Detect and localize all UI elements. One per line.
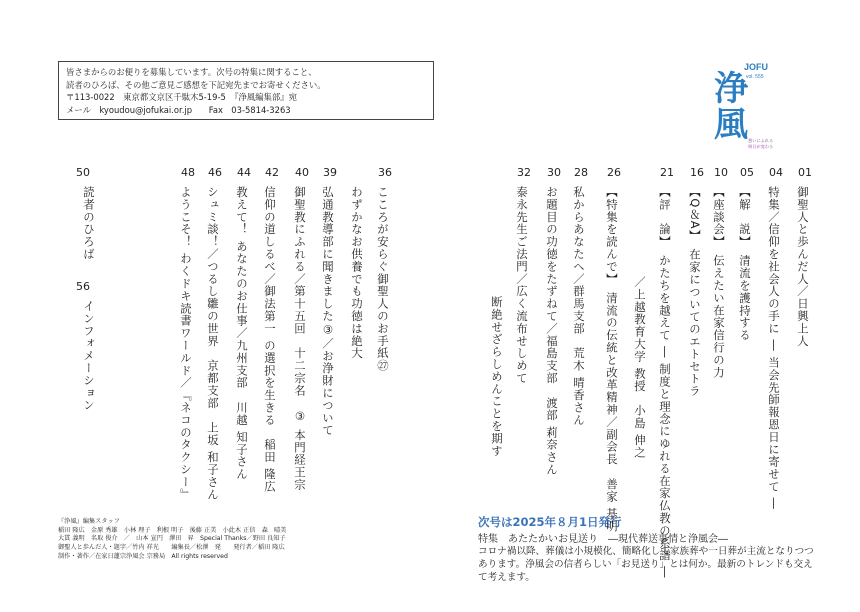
toc-entry: 泰永先生ご法門／広く流布せしめて <box>515 186 529 385</box>
toc-page-number: 46 <box>208 166 222 179</box>
toc-entry: シュミ談！／つるし雛の世界 京都支部 上坂 和子さん <box>206 186 220 501</box>
toc-page-number: 26 <box>607 166 621 179</box>
notice-line: 〒113-0022 東京都文京区千駄木5-19-5 『浄風編集部』宛 <box>66 92 297 102</box>
toc-entry: わずかなお供養でも功徳は絶大 <box>350 186 364 360</box>
toc-page-number: 36 <box>378 166 392 179</box>
logo-char-fu: 風 <box>714 105 748 145</box>
toc-entry: 特集／信仰を社会人の手に ― 当会先師報恩日に寄せて ― <box>767 186 781 510</box>
toc-entry: 御聖教にふれる／第十五回 十二宗名 ③ 本門経王宗 <box>293 186 307 491</box>
notice-line: メール kyoudou@jofukai.or.jp Fax 03-5814-3263 <box>66 104 291 115</box>
toc-entry: 私からあなたへ／群馬支部 荒木 晴香さん <box>572 186 586 427</box>
next-issue-description: コロナ禍以降、葬儀は小規模化、簡略化して家族葬や一日葬が主流となりつつあります。浄風会の信者らしい「お見送り」とは何か。最新のトレンドも交えて考えます。 <box>478 546 814 583</box>
toc-page-number: 48 <box>181 166 195 179</box>
toc-page-number: 50 <box>76 166 90 179</box>
toc-entry: 【座談会】 伝えたい在家信行の力 <box>712 186 726 379</box>
toc-entry: ／上越教育大学 教授 小島 伸之 <box>633 276 647 459</box>
toc-page-number: 56 <box>76 280 90 293</box>
toc-page-number: 32 <box>517 166 531 179</box>
next-issue-heading: 次号は2025年８月1日発行 <box>478 515 622 529</box>
logo-char-jo: 浄 <box>714 69 748 109</box>
toc-entry: 弘通教導部に聞きました③／お浄財について <box>321 186 335 437</box>
toc-entry: 【解 説】 清流を護持する <box>738 186 752 342</box>
staff-line: 『浄風』編集スタッフ <box>58 518 120 525</box>
next-issue-subtitle: 特集 あたたかいお見送り ―現代葬送事情と浄風会― <box>478 534 728 545</box>
toc-page-number: 40 <box>295 166 309 179</box>
toc-entry: 【Q＆A】 在家についてのエトセトラ <box>688 186 702 398</box>
toc-entry: 信仰の道しるべ／御法第一 の選択を生きる 稲田 隆広 <box>263 186 277 493</box>
toc-page-number: 44 <box>237 166 251 179</box>
staff-credits <box>58 518 286 562</box>
toc-page-number: 42 <box>265 166 279 179</box>
toc-entry: お題目の功徳をたずねて／福島支部 渡部 莉奈さん <box>545 186 559 476</box>
toc-entry: こころが安らぐ御聖人のお手紙㉗ <box>376 186 390 372</box>
toc-entry: 教えて！ あなたのお仕事／九州支部 川越 知子さん <box>235 186 249 481</box>
logo-tagline: 想いにふれる <box>748 138 774 143</box>
notice-line: 皆さまからのお便りを募集しています。次号の特集に関すること、 <box>66 67 317 77</box>
toc-entry: 読者のひろば <box>82 186 96 261</box>
staff-line: 大貫 義明 名取 俊介 ／ 山本 宣円 澤田 昇 Special Thanks／野田 良知子 <box>58 535 286 543</box>
logo-vol: vol. 555 <box>746 74 764 80</box>
toc-entry: 【評 論】 かたちを越えて ― 制度と理念にゆれる在家仏教の系譜 ― <box>658 186 672 579</box>
staff-line: 稲田 隆広 金原 秀雄 小林 理子 利根 明子 後藤 正美 小此木 正信 森 晴美 <box>58 526 287 534</box>
toc-page-number: 30 <box>547 166 561 179</box>
toc-page-number: 10 <box>714 166 728 179</box>
notice-line: 読者のひろば、その他ご意見ご感想を下記宛先までお寄せください。 <box>66 79 326 90</box>
toc-page-number: 39 <box>323 166 337 179</box>
staff-line: 制作・著作／在家日蓮宗浄風会 宗務局 All rights reserved <box>58 552 228 560</box>
toc-entry: 断絶せざらしめんことを期す <box>490 296 504 458</box>
toc-entry: インフォメーション <box>82 300 96 412</box>
contact-notice-box <box>58 61 434 120</box>
toc-page-number: 05 <box>740 166 754 179</box>
toc-page-number: 28 <box>574 166 588 179</box>
toc-page-number: 04 <box>769 166 783 179</box>
toc-entry: 御聖人と歩んだ人／日興上人 <box>796 186 810 348</box>
toc-entry: 【特集を読んで】 清流の伝統と改革精神／副会長 善家 基明 <box>605 186 619 533</box>
jofu-logo <box>700 56 774 156</box>
toc-entry: ようこそ！ わくドキ読書ワールド／『ネコのタクシー』 <box>179 186 193 501</box>
toc-page-number: 01 <box>798 166 812 179</box>
staff-line: 御聖人と歩んだ人・題字／竹内 祥光 編集長／松澤 発 発行者／稲田 隆広 <box>58 544 285 552</box>
toc-page-number: 21 <box>660 166 674 179</box>
logo-romaji: JOFU <box>744 62 769 72</box>
toc-page-number: 16 <box>690 166 704 179</box>
logo-tagline: 明日が変わる <box>748 144 774 149</box>
